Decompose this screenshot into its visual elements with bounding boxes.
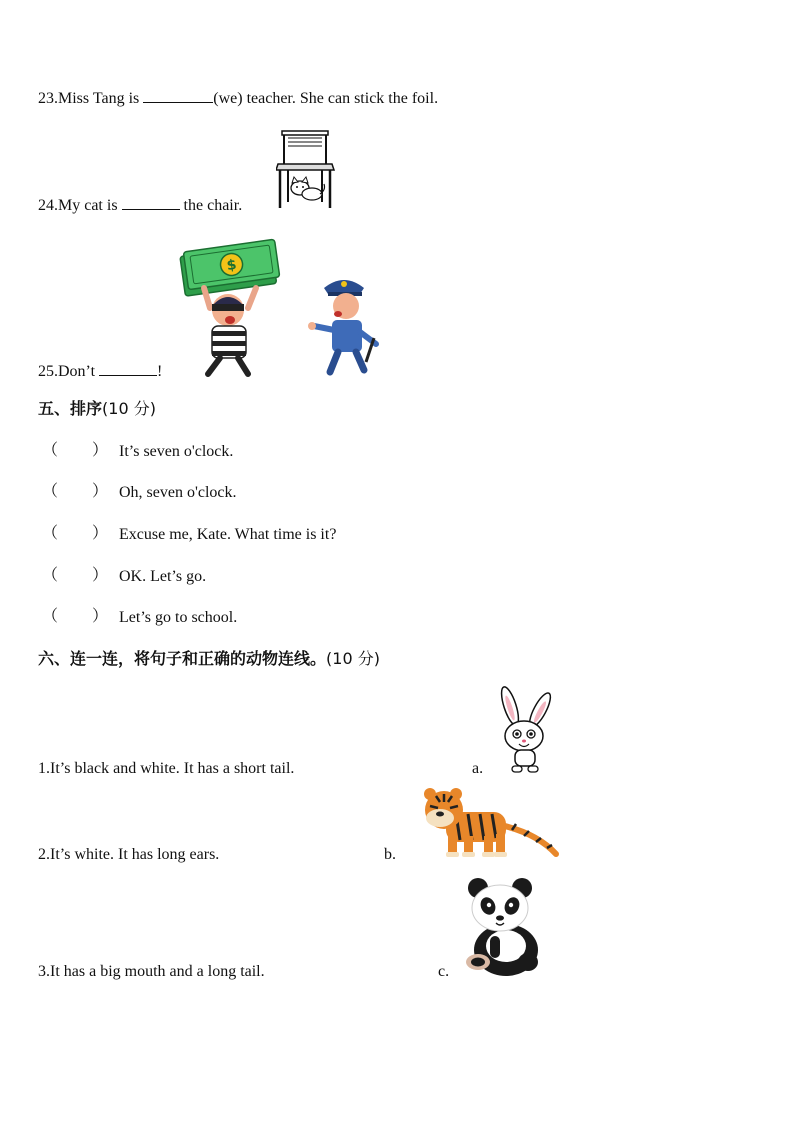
ordering-sentence: Oh, seven o'clock. [119,484,237,501]
rabbit-icon [488,684,564,776]
section-6-title: 六、连一连，将句子和正确的动物连线。(10 分) [38,649,380,668]
chair-with-cat-under-icon [276,128,336,210]
match-option-a[interactable]: a. [472,760,484,777]
answer-blank-25[interactable] [99,361,157,376]
order-number-slot[interactable] [58,482,88,502]
svg-text:$: $ [225,256,238,275]
match-option-c[interactable]: c. [438,963,450,980]
match-option-b[interactable]: b. [384,846,396,863]
ordering-sentence: OK. Let’s go. [119,568,207,585]
match-sentence-1[interactable]: 1.It’s black and white. It has a short tail. [38,760,295,777]
match-sentence-2[interactable]: 2.It’s white. It has long ears. [38,846,220,863]
answer-blank-23[interactable] [143,88,213,103]
tiger-icon [416,784,562,860]
question-23: 23.Miss Tang is (we) teacher. She can stick the foil. [38,90,439,107]
order-number-slot[interactable] [58,524,88,544]
ordering-sentence: It’s seven o'clock. [119,443,234,460]
match-sentence-3[interactable]: 3.It has a big mouth and a long tail. [38,963,265,980]
order-number-slot[interactable] [58,607,88,627]
ordering-sentence: Let’s go to school. [119,609,238,626]
answer-blank-24[interactable] [122,195,180,210]
panda-icon [456,874,546,978]
ordering-sentence: Excuse me, Kate. What time is it? [119,526,337,543]
question-25: 25.Don’t ! [38,363,163,380]
section-5-title: 五、排序(10 分) [38,399,156,418]
order-number-slot[interactable] [58,566,88,586]
order-number-slot[interactable] [58,441,88,461]
question-24: 24.My cat is the chair. [38,197,243,214]
thief-and-policeman-icon [176,238,392,378]
